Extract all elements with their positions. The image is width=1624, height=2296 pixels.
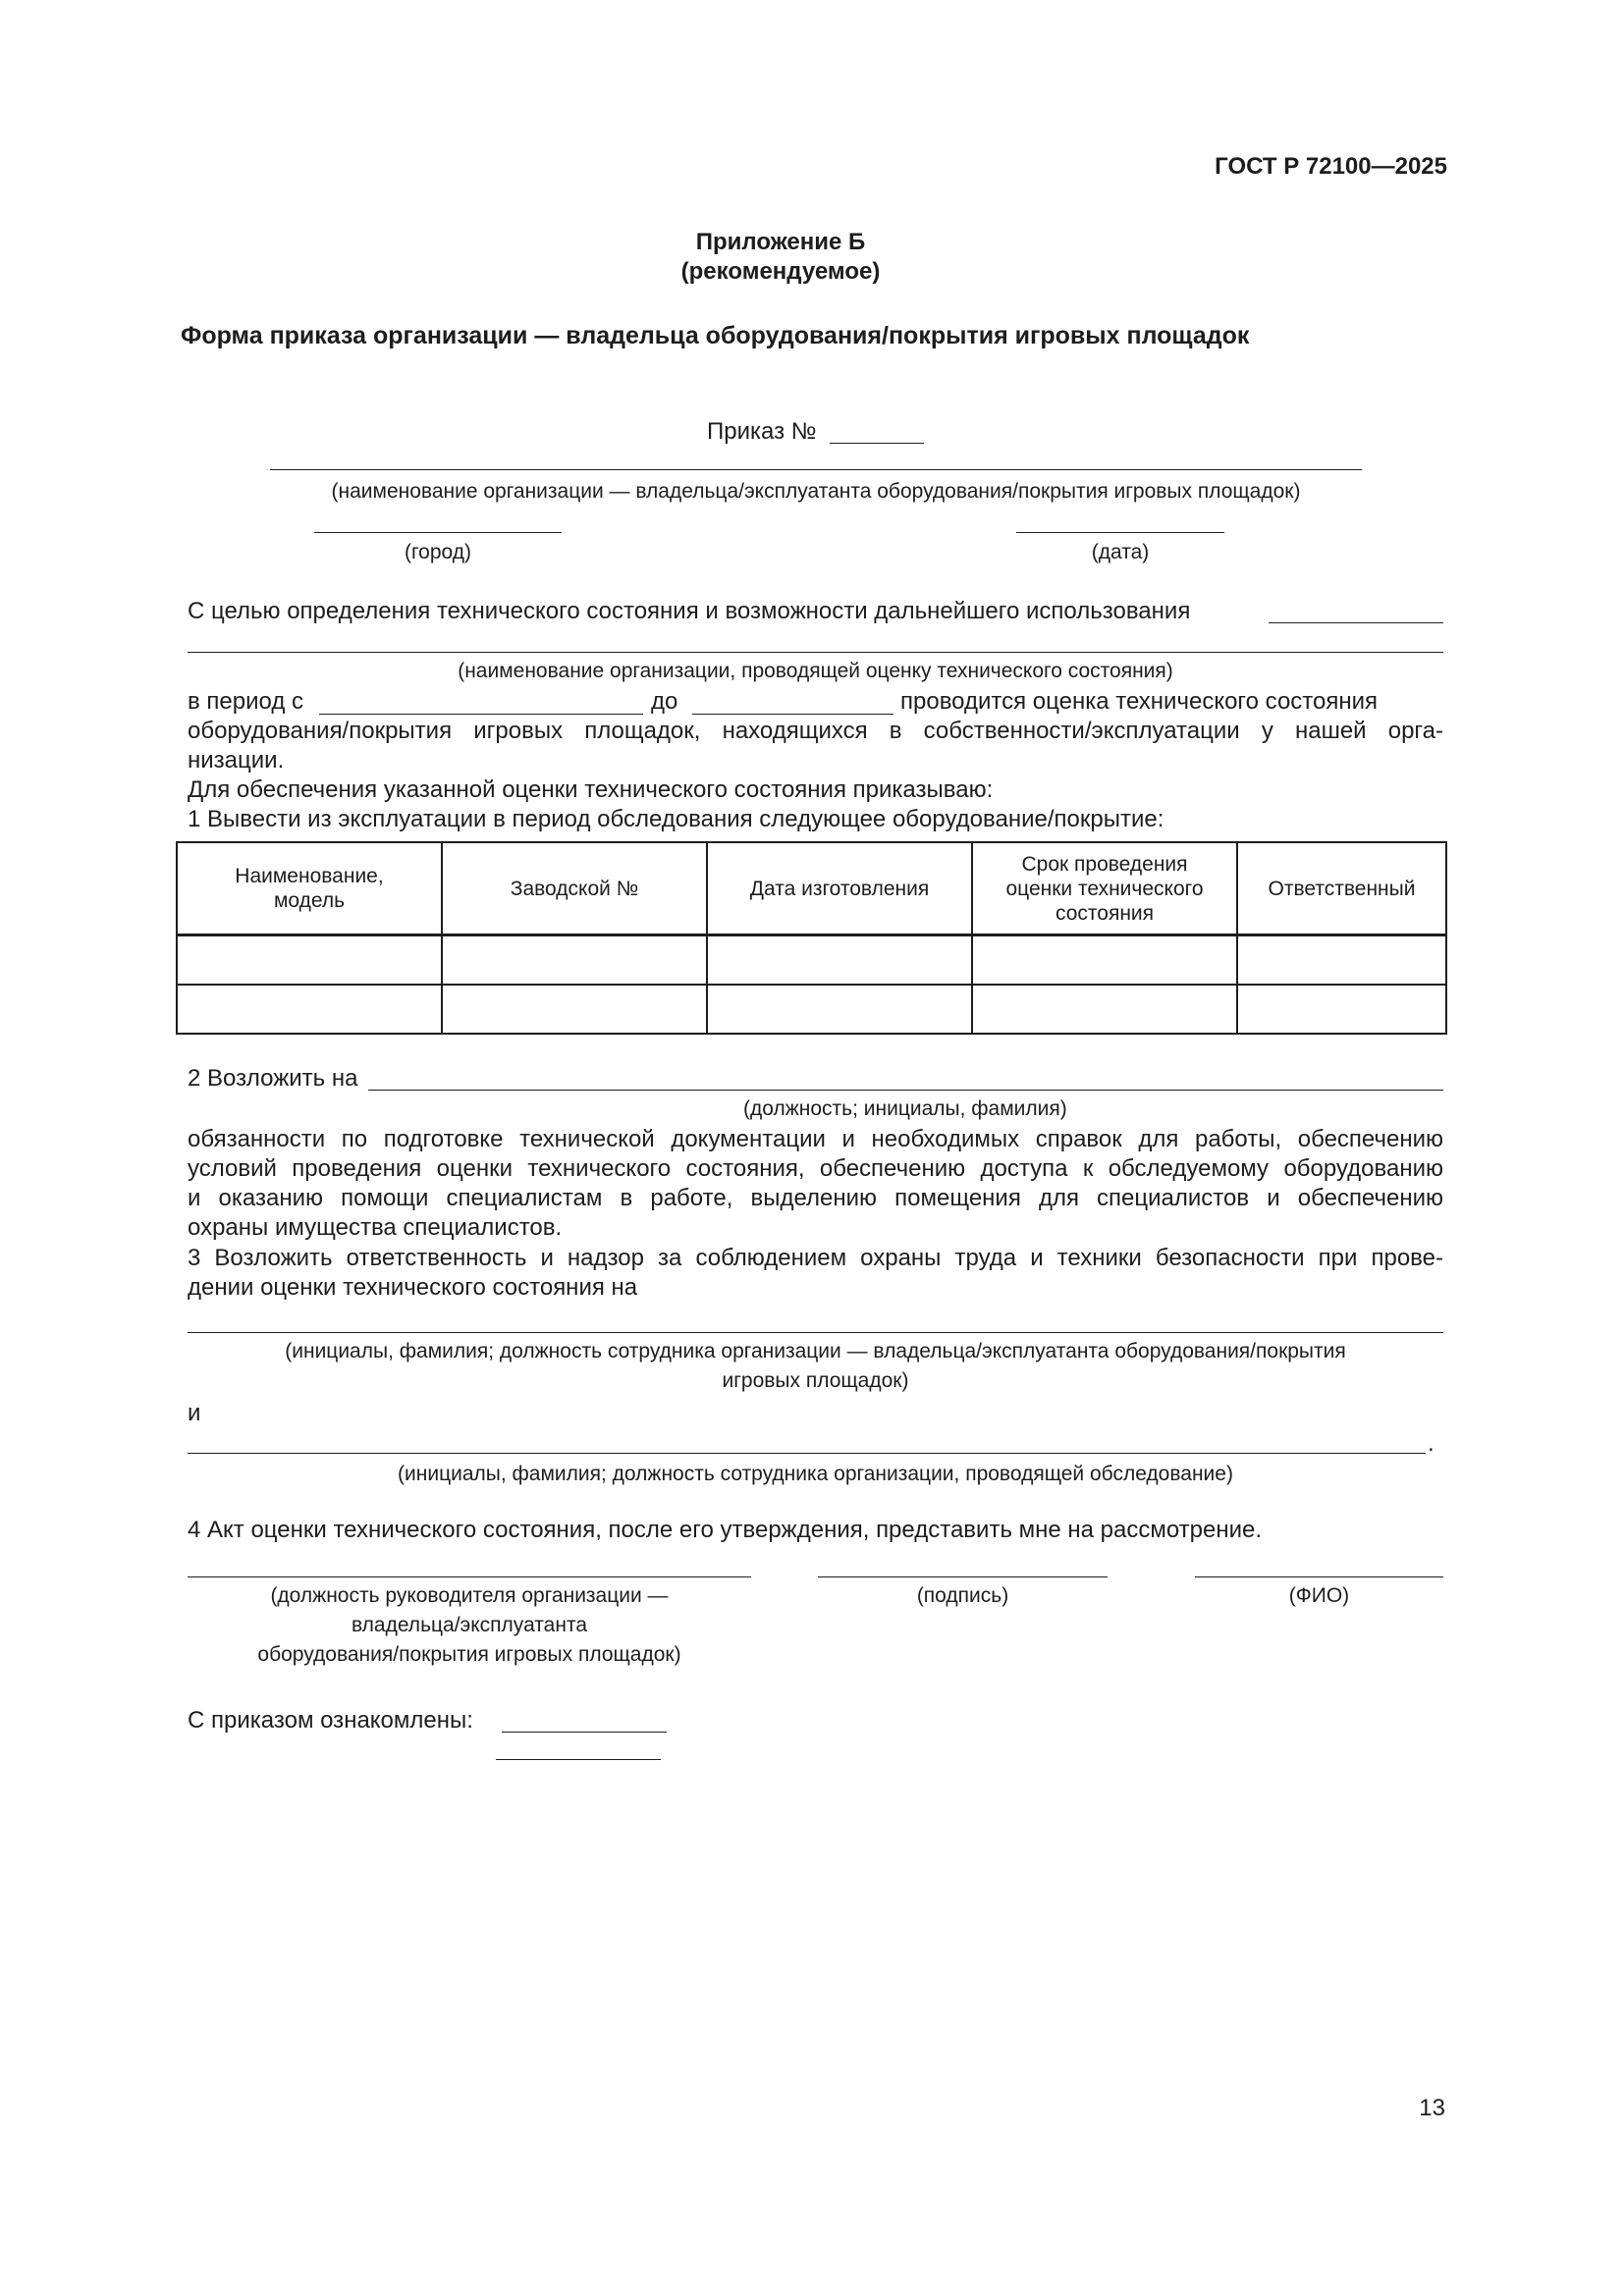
item2-line: обязанности по подготовке технической документации и необходимых справок для работы, обеспечению (188, 1126, 1443, 1152)
manager-position-field[interactable] (188, 1576, 751, 1577)
order-intro: Для обеспечения указанной оценки технического состояния приказываю: (188, 776, 994, 803)
table-row (177, 985, 1446, 1034)
appendix-status: (рекомендуемое) (680, 258, 881, 285)
assessor-staff-field[interactable] (188, 1453, 1426, 1454)
page-number: 13 (1419, 2095, 1445, 2121)
acknowledged-signature-field[interactable] (496, 1759, 661, 1760)
order-number-label: Приказ № (707, 418, 817, 445)
full-name-field[interactable] (1195, 1576, 1443, 1577)
item3-conjunction: и (188, 1400, 201, 1426)
table-cell[interactable] (177, 935, 442, 986)
table-header-cell: Дата изготовления (707, 842, 972, 935)
manager-position-caption: владельца/эксплуатанта (351, 1614, 588, 1636)
table-row (177, 935, 1446, 986)
period-to-label: до (651, 688, 678, 715)
item3-line2: дении оценки технического состояния на (188, 1274, 638, 1301)
table-cell[interactable] (972, 935, 1237, 986)
table-header-cell: Заводской № (442, 842, 707, 935)
org-name-caption: (наименование организации — владельца/эксплуатанта оборудования/покрытия игровых площадок) (331, 480, 1301, 503)
signature-field[interactable] (818, 1576, 1108, 1577)
table-cell[interactable] (707, 935, 972, 986)
table-cell[interactable] (1237, 985, 1446, 1034)
item2-last-line: охраны имущества специалистов. (188, 1214, 563, 1241)
equipment-table (176, 841, 1447, 1035)
owner-staff-caption-cont: игровых площадок) (722, 1369, 909, 1392)
item2-line: и оказанию помощи специалистам в работе, выделению помещения для специалистов и обеспечению (188, 1185, 1443, 1211)
signature-caption: (подпись) (916, 1584, 1009, 1607)
period-rest-text: проводится оценка технического состояния (900, 688, 1379, 715)
period-from-label: в период с (188, 688, 304, 715)
para1-line2: оборудования/покрытия игровых площадок, находящихся в собственности/эксплуатации у нашей орга- (188, 718, 1443, 744)
date-field[interactable] (1016, 532, 1224, 533)
full-name-caption: (ФИО) (1288, 1584, 1350, 1607)
item4-text: 4 Акт оценки технического состояния, после его утверждения, представить мне на рассмотрение. (188, 1517, 1263, 1543)
table-cell[interactable] (707, 985, 972, 1034)
period-from-field[interactable] (319, 714, 643, 715)
item2-line: условий проведения оценки технического состояния, обеспечению доступа к обследуемому оборудованию (188, 1155, 1443, 1182)
item2-caption: (должность; инициалы, фамилия) (743, 1097, 1067, 1120)
table-header-cell: Срок проведения оценки технического состояния (972, 842, 1237, 935)
table-cell[interactable] (442, 985, 707, 1034)
period-to-field[interactable] (692, 714, 893, 715)
manager-position-caption: оборудования/покрытия игровых площадок) (257, 1643, 681, 1666)
city-caption: (город) (404, 541, 471, 563)
table-cell[interactable] (1237, 935, 1446, 986)
item2-prefix: 2 Возложить на (188, 1065, 358, 1092)
acknowledged-signature-field[interactable] (502, 1732, 667, 1733)
org-name-field[interactable] (270, 469, 1362, 470)
appendix-title: Приложение Б (695, 229, 866, 255)
item2-responsible-field[interactable] (368, 1090, 1443, 1091)
assessor-staff-caption: (инициалы, фамилия; должность сотрудника организации, проводящей обследование) (398, 1463, 1233, 1485)
owner-staff-field[interactable] (188, 1332, 1443, 1333)
item1-text: 1 Вывести из эксплуатации в период обследования следующее оборудование/покрытие: (188, 806, 1164, 832)
assessor-caption: (наименование организации, проводящей оценку технического состояния) (458, 660, 1173, 682)
order-number-field[interactable] (830, 443, 924, 444)
form-title: Форма приказа организации — владельца оборудования/покрытия игровых площадок (181, 322, 1250, 349)
manager-position-caption: (должность руководителя организации — (270, 1584, 669, 1607)
city-field[interactable] (314, 532, 562, 533)
table-header-cell: Наименование, модель (177, 842, 442, 935)
table-cell[interactable] (972, 985, 1237, 1034)
para1-line3: низации. (188, 747, 285, 774)
date-caption: (дата) (1091, 541, 1150, 563)
table-cell[interactable] (177, 985, 442, 1034)
assessor-field[interactable] (188, 652, 1443, 653)
purpose-text: С целью определения технического состояния и возможности дальнейшего использования (188, 598, 1191, 624)
item3-end-dot: . (1428, 1430, 1435, 1457)
purpose-field[interactable] (1269, 622, 1443, 623)
standard-code: ГОСТ Р 72100—2025 (1215, 153, 1447, 180)
acknowledged-label: С приказом ознакомлены: (188, 1707, 473, 1734)
table-cell[interactable] (442, 935, 707, 986)
owner-staff-caption: (инициалы, фамилия; должность сотрудника организации — владельца/эксплуатанта оборудования/покрытия (285, 1340, 1346, 1362)
table-header-cell: Ответственный (1237, 842, 1446, 935)
table-header-row (177, 842, 1446, 935)
item3-line1: 3 Возложить ответственность и надзор за соблюдением охраны труда и техники безопасности при прове- (188, 1245, 1443, 1271)
